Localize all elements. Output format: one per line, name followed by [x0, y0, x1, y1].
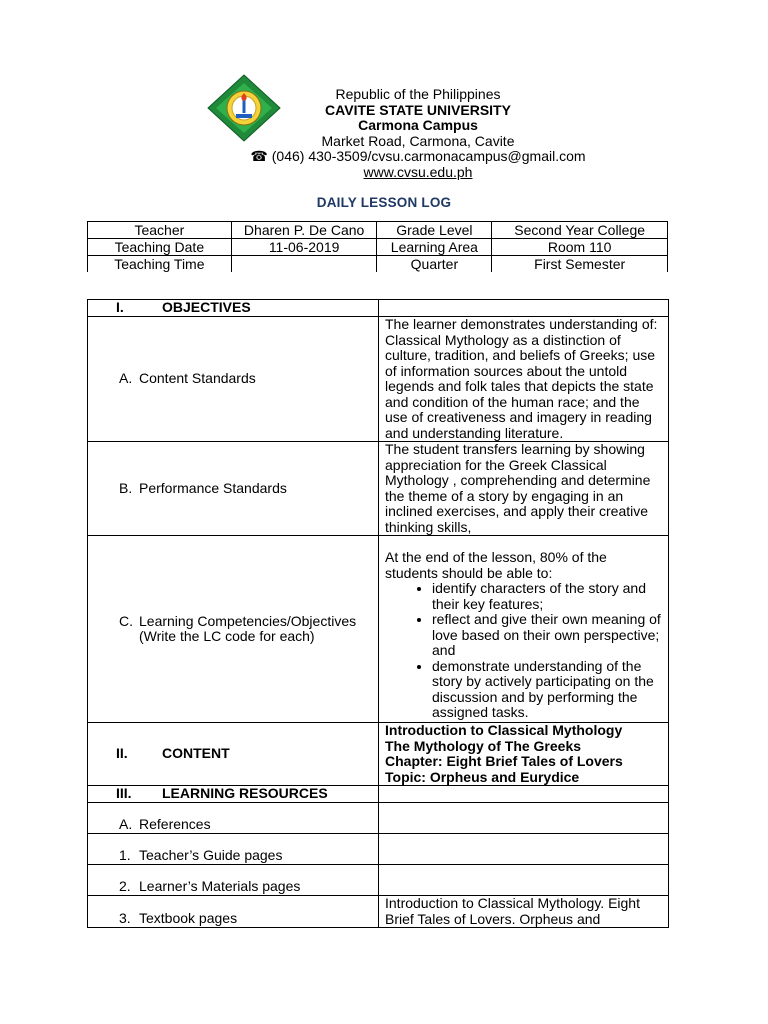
info-cell: 11-06-2019: [231, 239, 377, 256]
item-label: Textbook pages: [139, 909, 238, 926]
info-cell: Teaching Time: [88, 256, 232, 273]
table-row: [88, 256, 668, 273]
telephone-icon: ☎: [250, 148, 268, 164]
item-letter: A.: [119, 815, 133, 832]
section-number: III.: [116, 785, 132, 802]
row-label: [88, 803, 379, 834]
university-name: CAVITE STATE UNIVERSITY: [325, 101, 511, 118]
content-line: Topic: Orpheus and Eurydice: [385, 768, 580, 785]
section-number: I.: [116, 299, 124, 316]
table-row: [88, 896, 669, 928]
table-row: [88, 239, 668, 256]
section-heading: [88, 300, 379, 317]
letterhead: [200, 87, 636, 180]
table-row: [88, 865, 669, 896]
table-row: [88, 536, 669, 723]
performance-standards-text: The student transfers learning by showing appreciation for the Greek Classical Mythology , comprehending and determine the theme of a story by engaging in an inclined exercises, and apply their creative thinking skills,: [379, 442, 669, 536]
address-line: Market Road, Carmona, Cavite: [321, 132, 515, 149]
table-row: [88, 222, 668, 239]
section-title: OBJECTIVES: [162, 299, 251, 316]
content-line: The Mythology of The Greeks: [385, 737, 582, 754]
item-label: Learning Competencies/Objectives: [139, 612, 357, 629]
table-row: [88, 786, 669, 803]
lesson-plan-table: [87, 299, 669, 928]
content-line: Introduction to Classical Mythology: [385, 722, 623, 738]
section-title: LEARNING RESOURCES: [162, 785, 328, 802]
list-item: • reflect and give their own meaning of love based on their own perspective; and: [432, 612, 662, 659]
empty-cell: [379, 786, 669, 803]
list-item: • demonstrate understanding of the story by actively participating on the discussion and by performing the assigned tasks.: [432, 659, 662, 721]
item-letter: B.: [119, 479, 133, 496]
table-row: [88, 317, 669, 442]
republic-line: Republic of the Philippines: [335, 86, 501, 102]
contact-text: (046) 430-3509/cvsu.carmonacampus@gmail.com: [271, 148, 586, 164]
textbook-pages-text: Introduction to Classical Mythology. Eight Brief Tales of Lovers. Orpheus and: [379, 896, 669, 928]
row-label: [88, 896, 379, 928]
objectives-list: [385, 581, 662, 721]
item-label: References: [139, 815, 211, 832]
info-cell: Dharen P. De Cano: [231, 222, 377, 239]
item-label: Content Standards: [139, 370, 256, 387]
empty-cell: [379, 803, 669, 834]
row-label: [88, 442, 379, 536]
empty-cell: [379, 834, 669, 865]
info-cell: Teaching Date: [88, 239, 232, 256]
info-table: [87, 221, 668, 272]
list-item: • identify characters of the story and their key features;: [432, 581, 662, 612]
campus-name: Carmona Campus: [358, 117, 478, 133]
website-link[interactable]: www.cvsu.edu.ph: [363, 163, 473, 180]
competencies-cell: [379, 536, 669, 723]
empty-cell: [379, 865, 669, 896]
info-cell: First Semester: [492, 256, 668, 273]
info-cell: Quarter: [377, 256, 492, 273]
item-label-note: (Write the LC code for each): [139, 628, 315, 644]
info-cell: Grade Level: [377, 222, 492, 239]
section-number: II.: [116, 745, 128, 762]
section-heading: [88, 786, 379, 803]
info-cell: [231, 256, 377, 273]
row-label: [88, 865, 379, 896]
info-cell: Teacher: [88, 222, 232, 239]
table-row: [88, 300, 669, 317]
item-number: 1.: [119, 846, 131, 863]
table-row: [88, 723, 669, 786]
content-standards-text: The learner demonstrates understanding of: Classical Mythology as a distinction of culture, tradition, and beliefs of Greeks; use of information sources about the untold legends and folk tales that depicts the state and condition of the human race; and the use of creativeness and imagery in reading and understanding literature.: [379, 317, 669, 442]
content-cell: [379, 723, 669, 786]
competencies-intro: At the end of the lesson, 80% of the students should be able to:: [385, 549, 607, 581]
item-label: Teacher’s Guide pages: [139, 846, 283, 863]
empty-cell: [379, 300, 669, 317]
section-heading: [88, 723, 379, 786]
item-letter: A.: [119, 370, 133, 387]
item-label: Learner’s Materials pages: [139, 877, 301, 894]
content-line: Chapter: Eight Brief Tales of Lovers: [385, 753, 623, 769]
item-letter: C.: [119, 612, 133, 629]
item-label: Performance Standards: [139, 479, 287, 496]
row-label: [88, 536, 379, 723]
info-cell: Second Year College: [492, 222, 668, 239]
table-row: [88, 803, 669, 834]
row-label: [88, 317, 379, 442]
table-row: [88, 442, 669, 536]
row-label: [88, 834, 379, 865]
item-number: 2.: [119, 877, 131, 894]
info-cell: Learning Area: [377, 239, 492, 256]
document-title: DAILY LESSON LOG: [316, 195, 452, 210]
table-row: [88, 834, 669, 865]
item-number: 3.: [119, 909, 131, 926]
info-cell: Room 110: [492, 239, 668, 256]
section-title: CONTENT: [162, 745, 230, 762]
contact-line: [200, 149, 636, 165]
